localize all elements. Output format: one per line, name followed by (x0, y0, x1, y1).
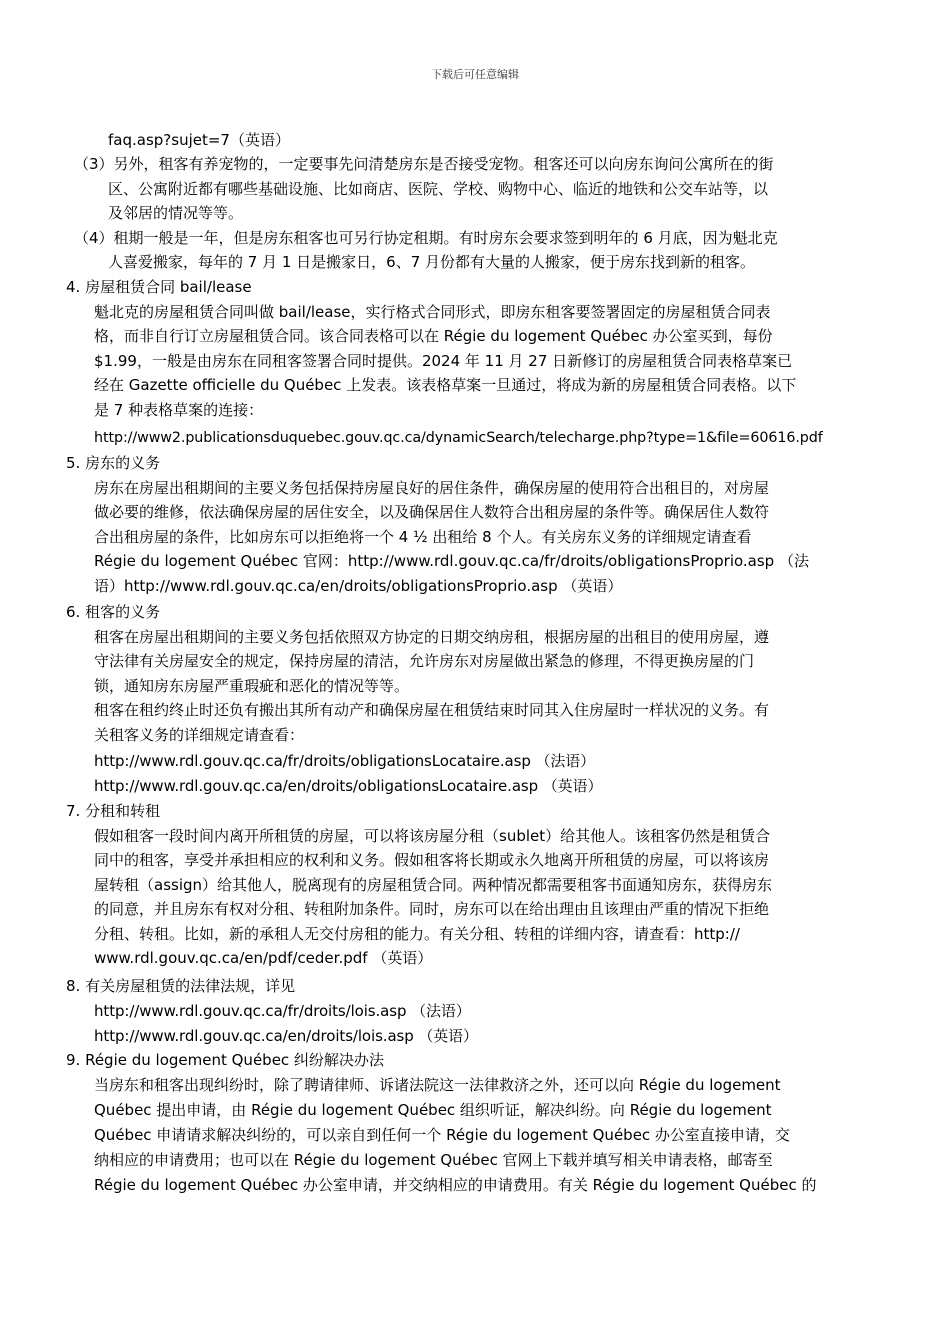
body-line: 语）http://www.rdl.gouv.qc.ca/en/droits/obligationsProprio.asp （英语） (94, 576, 623, 595)
body-line: 当房东和租客出现纠纷时，除了聘请律师、诉诸法院这一法律救济之外，还可以向 Régie du logement (94, 1076, 781, 1094)
body-line: 经在 Gazette officielle du Québec 上发表。该表格草案一旦通过，将成为新的房屋租赁合同表格。以下 (94, 376, 797, 394)
body-line: 的同意，并且房东有权对分租、转租附加条件。同时，房东可以在给出理由且该理由严重的情况下拒绝 (94, 900, 770, 918)
section-heading-4: 4. 房屋租赁合同 bail/lease (66, 278, 252, 296)
body-line: Régie du logement Québec 官网：http://www.rdl.gouv.qc.ca/fr/droits/obligationsProprio.asp （法 (94, 552, 809, 570)
body-line: 房东在房屋出租期间的主要义务包括保持房屋良好的居住条件，确保房屋的使用符合出租目的，对房屋 (94, 478, 770, 497)
section-heading-7: 7. 分租和转租 (66, 802, 161, 820)
list-item-4: （4）租期一般是一年，但是房东租客也可另行协定租期。有时房东会要求签到明年的 6 月底，因为魁北克 (74, 228, 778, 247)
body-line: 做必要的维修，依法确保房屋的居住安全，以及确保居住人数符合出租房屋的条件等。确保居住人数符 (94, 503, 770, 521)
link[interactable]: http://www.rdl.gouv.qc.ca/en/droits/obligationsLocataire.asp （英语） (94, 777, 603, 795)
body-line: 租客在租约终止时还负有搬出其所有动产和确保房屋在租赁结束时同其入住房屋时一样状况的义务。有 (94, 701, 770, 719)
section-heading-5: 5. 房东的义务 (66, 454, 161, 472)
body-line: 格，而非自行订立房屋租赁合同。该合同表格可以在 Régie du logement Québec 办公室买到，每份 (94, 327, 773, 345)
body-line: 屋转租（assign）给其他人，脱离现有的房屋租赁合同。两种情况都需要租客书面通知房东，获得房东 (94, 875, 773, 894)
body-line: 合出租房屋的条件，比如房东可以拒绝将一个 4 ½ 出租给 8 个人。有关房东义务的详细规定请查看 (94, 527, 752, 546)
body-line: www.rdl.gouv.qc.ca/en/pdf/ceder.pdf （英语） (94, 949, 433, 967)
body-line: 假如租客一段时间内离开所租赁的房屋，可以将该房屋分租（sublet）给其他人。该租客仍然是租赁合 (94, 826, 771, 845)
body-line: 魁北克的房屋租赁合同叫做 bail/lease，实行格式合同形式，即房东租客要签署固定的房屋租赁合同表 (94, 302, 771, 321)
page-header: 下载后可任意编辑 (431, 68, 519, 81)
link[interactable]: http://www2.publicationsduquebec.gouv.qc.ca/dynamicSearch/telecharge.php?type=1&file=60616.pdf (94, 430, 823, 446)
section-heading-9: 9. Régie du logement Québec 纠纷解决办法 (66, 1051, 384, 1069)
body-line: 守法律有关房屋安全的规定，保持房屋的清洁，允许房东对房屋做出紧急的修理，不得更换房屋的门 (94, 652, 755, 670)
body-line: 是 7 种表格草案的连接： (94, 400, 264, 419)
body-line: 关租客义务的详细规定请查看： (94, 725, 305, 744)
body-line: 租客在房屋出租期间的主要义务包括依照双方协定的日期交纳房租，根据房屋的出租目的使用房屋，遵 (94, 627, 770, 646)
body-line: Québec 申请请求解决纠纷的，可以亲自到任何一个 Régie du logement Québec 办公室直接申请，交 (94, 1126, 790, 1144)
body-line: $1.99，一般是由房东在同租客签署合同时提供。2024 年 11 月 27 日新修订的房屋租赁合同表格草案已 (94, 351, 793, 370)
body-line: 锁，通知房东房屋严重瑕疵和恶化的情况等等。 (94, 676, 410, 695)
link[interactable]: http://www.rdl.gouv.qc.ca/fr/droits/lois.asp （法语） (94, 1002, 471, 1020)
body-line: 人喜爱搬家，每年的 7 月 1 日是搬家日，6、7 月份都有大量的人搬家，便于房东找到新的租客。 (108, 253, 756, 271)
body-line: faq.asp?sujet=7（英语） (108, 131, 290, 149)
body-line: 及邻居的情况等等。 (108, 204, 244, 222)
link[interactable]: http://www.rdl.gouv.qc.ca/fr/droits/obligationsLocataire.asp （法语） (94, 752, 596, 770)
body-line: 纳相应的申请费用；也可以在 Régie du logement Québec 官网上下载并填写相关申请表格，邮寄至 (94, 1151, 773, 1169)
body-line: Québec 提出申请，由 Régie du logement Québec 组织听证，解决纠纷。向 Régie du logement (94, 1101, 772, 1119)
link[interactable]: http://www.rdl.gouv.qc.ca/en/droits/lois.asp （英语） (94, 1027, 478, 1045)
body-line: Régie du logement Québec 办公室申请，并交纳相应的申请费用。有关 Régie du logement Québec 的 (94, 1176, 817, 1194)
list-item-3: （3）另外，租客有养宠物的，一定要事先问清楚房东是否接受宠物。租客还可以向房东询问公寓所在的街 (74, 155, 774, 173)
section-heading-6: 6. 租客的义务 (66, 603, 161, 621)
body-line: 区、公寓附近都有哪些基础设施、比如商店、医院、学校、购物中心、临近的地铁和公交车站等，以 (108, 179, 769, 198)
body-line: 分租、转租。比如，新的承租人无交付房租的能力。有关分租、转租的详细内容，请查看：http:// (94, 924, 740, 943)
section-heading-8: 8. 有关房屋租赁的法律法规，详见 (66, 977, 296, 995)
body-line: 同中的租客，享受并承担相应的权利和义务。假如租客将长期或永久地离开所租赁的房屋，可以将该房 (94, 851, 770, 869)
